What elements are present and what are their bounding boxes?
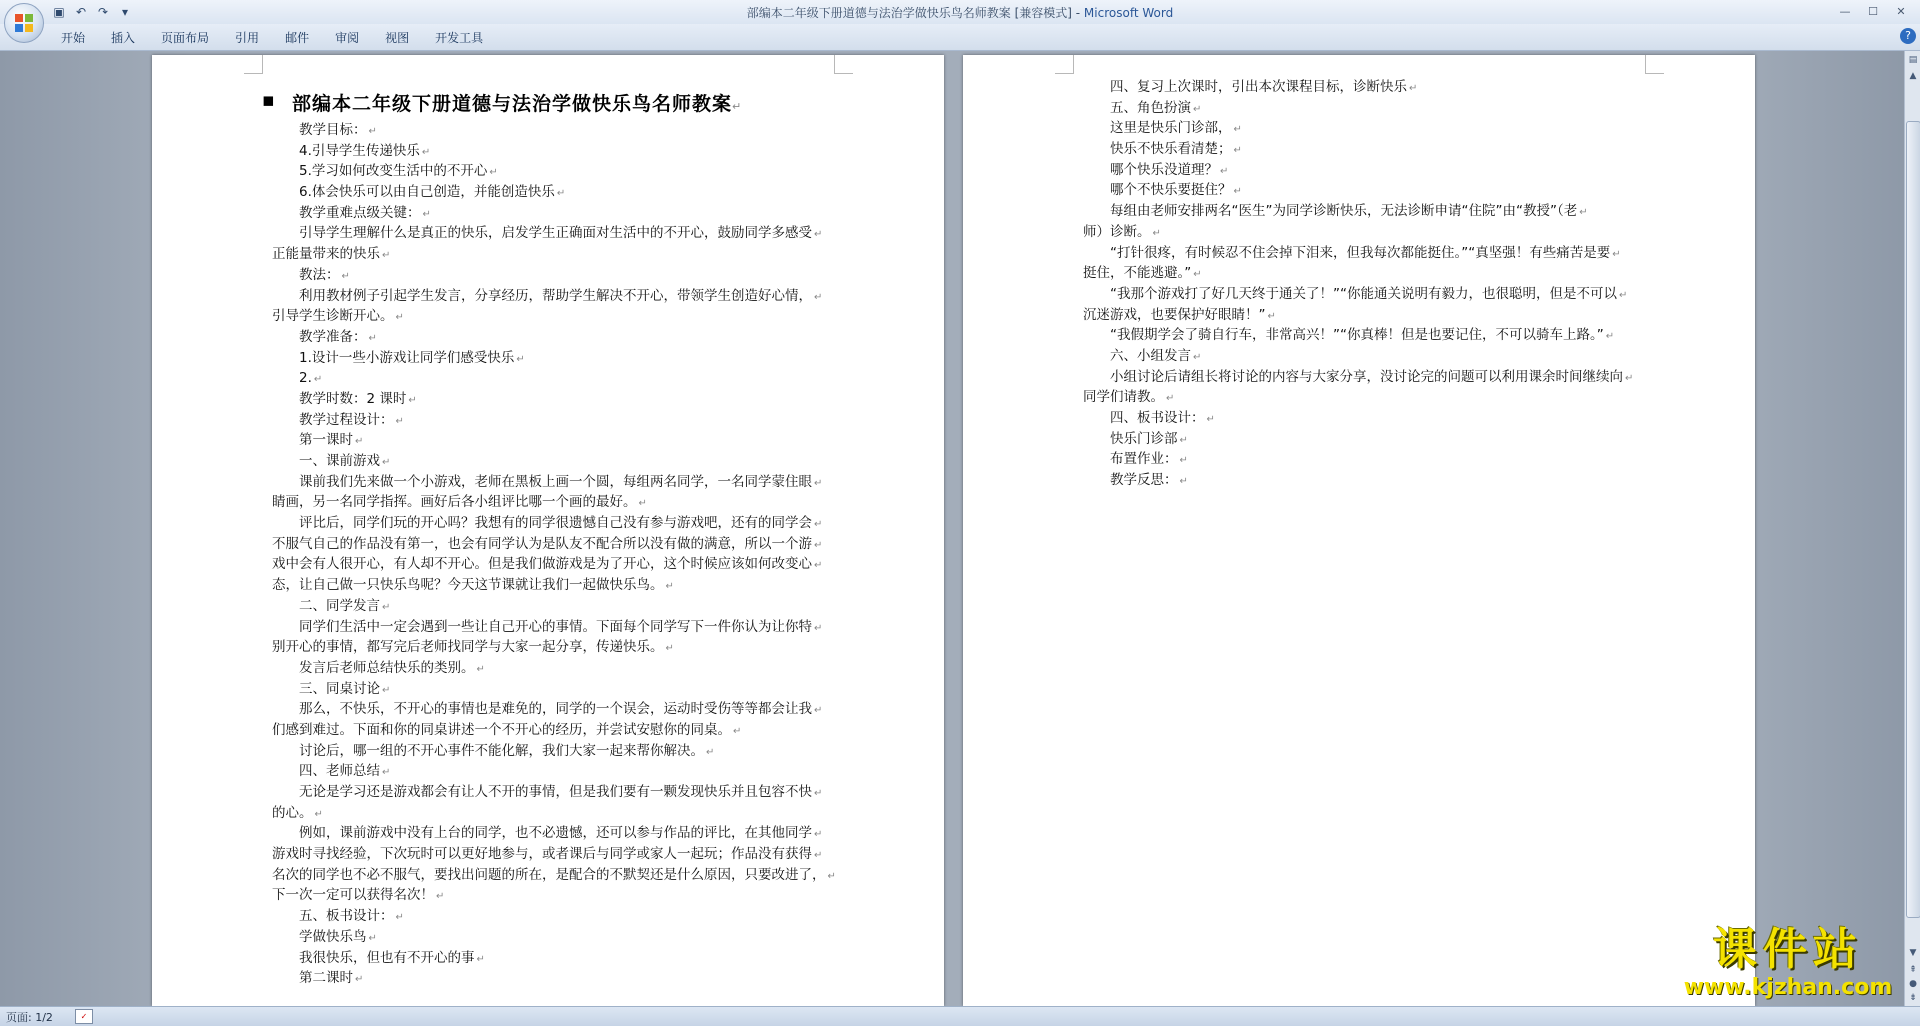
line-text: 四、复习上次课时，引出本次课程目标，诊断快乐 [1110,79,1407,95]
line-text: 我很快乐，但也有不开心的事 [299,949,475,966]
undo-icon[interactable]: ↶ [75,5,87,19]
paragraph-line [1083,408,1638,429]
paragraph-mark-icon: ↵ [368,126,377,137]
paragraph-line [1083,222,1638,243]
paragraph-line [272,948,827,969]
line-text: 哪个不快乐要挺住？ [1110,182,1232,199]
line-text: 同学们生活中一定会遇到一些让自己开心的事情。下面每个同学写下一件你认为让你特 [299,618,812,635]
window-title: 部编本二年级下册道德与法治学做快乐鸟名师教案 [兼容模式] - Microsoft Word [746,6,1174,20]
paragraph-mark-icon: ↵ [476,953,485,965]
line-text: 五、角色扮演 [1110,99,1191,116]
title-bullet: ▪ [262,89,275,111]
paragraph-mark-icon: ↵ [814,829,823,841]
paragraph-line [272,803,827,824]
paragraph-mark-icon: ↵ [814,705,823,717]
paragraph-line [272,575,827,596]
paragraph-mark-icon: ↵ [1220,165,1229,177]
ribbon-tab[interactable]: 邮件 [285,31,310,45]
paragraph-line [1083,305,1638,326]
paragraph-mark-icon: ↵ [382,684,391,696]
paragraph-mark-icon: ↵ [395,415,404,427]
paragraph-line [272,223,827,244]
document-title: 部编本二年级下册道德与法治学做快乐鸟名师教案↵ [292,93,743,115]
line-text: 利用教材例子引起学生发言，分享经历，帮助学生解决不开心，带领学生创造好心情， [299,287,812,304]
line-text: 例如，课前游戏中没有上台的同学，也不必遗憾，还可以参与作品的评比，在其他同学 [299,825,812,842]
paragraph-line [272,161,827,182]
paragraph-line [272,306,827,327]
paragraph-mark-icon: ↵ [1179,476,1188,488]
ruler-toggle-icon[interactable]: ▤ [1908,55,1918,65]
line-text: 二、同学发言 [299,597,380,614]
paragraph-mark-icon: ↵ [827,870,836,882]
paragraph-mark-icon: ↵ [1618,289,1628,301]
paragraph-line [272,472,827,493]
proofing-icon[interactable]: ✓ [75,1009,93,1024]
line-text: 沉迷游戏，也要保护好眼睛！” [1083,306,1266,323]
paragraph-line [272,823,827,844]
paragraph-mark-icon: ↵ [408,394,417,406]
paragraph-line [272,865,836,886]
page-indicator[interactable]: 页面: 1/2 [6,1011,53,1024]
paragraph-line [272,120,827,141]
paragraph-line [272,451,827,472]
line-text: 三、同桌讨论 [299,680,380,697]
ribbon-tab[interactable]: 引用 [235,31,260,45]
paragraph-line [272,410,827,431]
margin-corner-mark [834,55,853,74]
paragraph-line [272,327,827,348]
ribbon-tab[interactable]: 审阅 [335,31,360,45]
line-text: 教学重难点级关键： [299,204,421,221]
paragraph-mark-icon: ↵ [814,788,823,799]
line-text: 4.引导学生传递快乐 [299,142,420,159]
paragraph-mark-icon: ↵ [476,663,485,675]
paragraph-line [272,430,827,451]
paragraph-line [272,182,827,203]
line-text: 同学们请教。 [1083,389,1164,406]
document-page-1[interactable] [152,55,944,1006]
maximize-icon[interactable]: ☐ [1868,4,1878,18]
paragraph-line [1083,346,1638,367]
paragraph-line [1083,243,1638,264]
line-text: 态，让自己做一只快乐鸟呢？今天这节课就让我们一起做快乐鸟。 [272,577,664,594]
qat-dropdown-icon[interactable]: ▾ [121,5,129,19]
paragraph-line [1083,77,1638,98]
paragraph-line [272,844,827,865]
paragraph-line [272,596,827,617]
line-text: 课前我们先来做一个小游戏，老师在黑板上画一个圆，每组两名同学，一名同学蒙住眼 [299,473,812,490]
paragraph-line [272,699,827,720]
paragraph-mark-icon: ↵ [355,436,364,448]
paragraph-mark-icon: ↵ [1179,455,1188,467]
paragraph-mark-icon: ↵ [382,601,391,613]
paragraph-line [1083,470,1638,491]
paragraph-mark-icon: ↵ [814,477,823,489]
paragraph-line [1083,367,1638,388]
paragraph-line [272,265,827,286]
line-text: 们感到难过。下面和你的同桌讲述一个不开心的经历，并尝试安慰你的同桌。 [272,721,731,738]
line-text: 下一次一定可以获得名次！ [272,887,434,904]
paragraph-line [272,968,827,989]
line-text: 第二课时 [299,970,353,987]
line-text: 那么，不快乐，不开心的事情也是难免的，同学的一个误会，运动时受伤等等都会让我 [299,701,812,718]
line-text: 引导学生诊断开心。 [272,308,394,325]
ribbon-tab[interactable]: 开始 [61,31,86,45]
status-bar [0,1006,1920,1026]
paragraph-line [272,286,827,307]
scrollbar-thumb[interactable] [1906,121,1920,918]
paragraph-line [1083,449,1638,470]
paragraph-line [1083,139,1638,160]
paragraph-mark-icon: ↵ [1233,186,1242,198]
line-text: 教学目标： [299,122,367,138]
paragraph-mark-icon: ↵ [1625,372,1634,384]
line-text: 学做快乐鸟 [299,928,367,945]
minimize-icon[interactable]: — [1839,4,1851,18]
watermark-title: 课件站 [1713,924,1863,975]
scroll-down-icon[interactable]: ▼ [1909,948,1917,958]
paragraph-mark-icon: ↵ [313,374,323,386]
paragraph-mark-icon: ↵ [368,932,377,944]
paragraph-line [1083,387,1638,408]
line-text: 这里是快乐门诊部， [1110,120,1232,137]
paragraph-mark-icon: ↵ [814,519,823,531]
line-text: 哪个快乐没道理？ [1110,161,1218,178]
paragraph-line [1083,263,1638,284]
line-text: 无论是学习还是游戏都会有让人不开的事情，但是我们要有一颗发现快乐并且包容不快 [299,784,812,800]
paragraph-mark-icon: ↵ [516,353,525,365]
line-text: 挺住，不能逃避。” [1083,265,1192,282]
paragraph-line [272,761,827,782]
paragraph-mark-icon: ↵ [382,457,391,468]
paragraph-mark-icon: ↵ [1267,310,1276,322]
line-text: 评比后，同学们玩的开心吗？我想有的同学很遗憾自己没有参与游戏吧，还有的同学会 [299,515,812,532]
line-text: “打针很疼，有时候忍不住会掉下泪来，但我每次都能挺住。”“真坚强！有些痛苦是要 [1110,244,1611,261]
paragraph-mark-icon: ↵ [1179,434,1188,446]
next-page-icon[interactable]: ⇟ [1909,993,1917,1003]
paragraph-line [272,885,827,906]
line-text: 教学过程设计： [299,411,394,428]
line-text: 六、小组发言 [1110,347,1191,364]
document-workspace[interactable] [0,51,1904,1006]
paragraph-line [272,782,827,803]
paragraph-line [272,741,827,762]
paragraph-line [272,348,827,369]
paragraph-mark-icon: ↵ [421,146,431,158]
paragraph-mark-icon: ↵ [1206,414,1215,425]
line-text: 6.体会快乐可以由自己创造，并能创造快乐 [299,184,555,201]
title-bar [0,0,1920,25]
paragraph-mark-icon: ↵ [1233,145,1242,157]
paragraph-mark-icon: ↵ [422,208,431,220]
paragraph-mark-icon: ↵ [1166,393,1175,405]
line-text: 四、板书设计： [1110,410,1205,426]
paragraph-mark-icon: ↵ [395,312,404,324]
paragraph-mark-icon: ↵ [814,850,823,862]
previous-page-icon[interactable]: ⇞ [1909,965,1917,975]
line-text: 1.设计一些小游戏让同学们感受快乐 [299,349,515,366]
watermark [1668,924,1908,1000]
paragraph-mark-icon: ↵ [1605,331,1615,343]
paragraph-line [1083,160,1638,181]
paragraph-line [272,554,827,575]
page-2-body [1083,77,1638,491]
line-text: 小组讨论后请组长将讨论的内容与大家分享，没讨论完的问题可以利用课余时间继续向 [1110,368,1623,385]
line-text: 快乐门诊部 [1110,430,1178,447]
paragraph-mark-icon: ↵ [1193,351,1202,363]
office-button[interactable] [4,3,44,43]
line-text: 每组由老师安排两名“医生”为同学诊断快乐，无法诊断申请“住院”由“教授”（老 [1110,203,1578,220]
line-text: 师）诊断。 [1083,223,1151,240]
paragraph-line [272,513,827,534]
paragraph-line [272,203,827,224]
line-text: 游戏时寻找经验，下次玩时可以更好地参与，或者课后与同学或家人一起玩；作品没有获得 [272,846,812,863]
margin-corner-mark [1645,55,1664,74]
redo-icon[interactable]: ↷ [97,5,109,19]
line-text: 不服气自己的作品没有第一，也会有同学认为是队友不配合所以没有做的满意，所以一个游 [272,535,812,552]
paragraph-line [272,492,827,513]
office-logo-icon [14,13,34,33]
paragraph-mark-icon: ↵ [665,581,674,593]
line-text: 5.学习如何改变生活中的不开心 [299,163,488,180]
paragraph-line [272,720,827,741]
line-text: 教法： [299,266,340,283]
line-text: 讨论后，哪一组的不开心事件不能化解，我们大家一起来帮你解决。 [299,742,704,759]
paragraph-line [272,637,827,658]
paragraph-mark-icon: ↵ [341,270,350,282]
line-text: 正能量带来的快乐 [272,246,380,263]
document-page-2[interactable] [963,55,1755,1006]
line-text: 教学时数：2 课时 [299,390,407,407]
paragraph-mark-icon: ↵ [706,746,715,758]
paragraph-mark-icon: ↵ [665,643,674,655]
line-text: 名次的同学也不必不服气，要找出问题的所在，是配合的不默契还是什么原因，只要改进了， [272,866,826,883]
line-text: 戏中会有人很开心，有人却不开心。但是我们做游戏是为了开心，这个时候应该如何改变心 [272,556,812,573]
paragraph-line [272,244,827,265]
paragraph-line [272,617,827,638]
vertical-scrollbar[interactable] [1904,51,1920,1006]
line-text: “我假期学会了骑自行车，非常高兴！”“你真棒！但是也要记住，不可以骑车上路。” [1110,327,1604,344]
paragraph-mark-icon: ↵ [395,912,404,924]
paragraph-line [1083,180,1638,201]
paragraph-mark-icon: ↵ [1612,248,1621,260]
paragraph-line [272,534,827,555]
line-text: 一、课前游戏 [299,453,380,469]
line-text: 五、板书设计： [299,908,394,925]
margin-corner-mark [244,55,263,74]
line-text: 布置作业： [1110,451,1178,468]
paragraph-mark-icon: ↵ [1193,269,1202,281]
line-text: 引导学生理解什么是真正的快乐，启发学生正确面对生活中的不开心，鼓励同学多感受 [299,225,812,242]
ribbon-tab[interactable]: 视图 [385,31,410,45]
paragraph-mark-icon: ↵ [556,188,566,200]
help-icon[interactable]: ? [1900,28,1916,44]
ribbon-tab[interactable]: 开发工具 [435,31,484,45]
paragraph-mark-icon: ↵ [368,332,377,344]
ribbon-tabs [48,29,496,47]
paragraph-mark-icon: ↵ [814,229,823,241]
paragraph-line [1083,325,1638,346]
paragraph-mark-icon: ↵ [1409,83,1418,94]
paragraph-mark-icon: ↵ [1193,103,1202,115]
paragraph-line [1083,284,1638,305]
line-text: 教学反思： [1110,472,1178,489]
paragraph-line [272,389,827,410]
line-text: 快乐不快乐看清楚； [1110,141,1232,158]
line-text: “我那个游戏打了好几天终于通关了！”“你能通关说明有毅力，也很聪明，但是不可以 [1110,285,1617,302]
paragraph-mark-icon: ↵ [733,725,742,737]
paragraph-line [272,906,827,927]
paragraph-line [1083,98,1638,119]
page-1-body [272,120,836,989]
ribbon-tab[interactable]: 插入 [111,31,136,45]
paragraph-mark-icon: ↵ [814,560,823,572]
paragraph-mark-icon: ↵ [1233,124,1242,136]
ribbon [0,24,1920,51]
select-browse-object-icon[interactable]: ● [1909,979,1917,989]
paragraph-mark-icon: ↵ [1152,227,1161,239]
line-text: 别开心的事情，都写完后老师找同学与大家一起分享，传递快乐。 [272,639,664,656]
watermark-url: www.kjzhan.com [1683,975,1893,1000]
line-text: 睛画，另一名同学指挥。画好后各小组评比哪一个画的最好。 [272,494,637,511]
paragraph-mark-icon: ↵ [382,767,391,779]
paragraph-mark-icon: ↵ [814,622,823,634]
paragraph-mark-icon: ↵ [355,974,364,986]
paragraph-mark-icon: ↵ [814,539,823,551]
paragraph-mark-icon: ↵ [814,291,823,303]
paragraph-mark-icon: ↵ [638,498,647,510]
paragraph-mark-icon: ↵ [382,250,391,262]
paragraph-mark-icon: ↵ [1579,207,1588,219]
paragraph-mark-icon: ↵ [489,167,498,179]
line-text: 发言后老师总结快乐的类别。 [299,659,475,676]
paragraph-line [1083,118,1638,139]
paragraph-mark-icon: ↵ [436,891,445,903]
save-icon[interactable]: ▣ [53,5,65,19]
margin-corner-mark [1055,55,1074,74]
paragraph-line [1083,201,1638,222]
paragraph-mark-icon: ↵ [314,808,323,820]
paragraph-line [1083,429,1638,450]
ribbon-tab[interactable]: 页面布局 [161,31,210,45]
paragraph-line [272,679,827,700]
line-text: 的心。 [272,804,313,821]
paragraph-line [272,927,827,948]
line-text: 四、老师总结 [299,763,380,780]
line-text: 2. [299,370,312,387]
line-text: 第一课时 [299,432,353,449]
paragraph-line [272,658,827,679]
close-icon[interactable]: ✕ [1896,4,1906,18]
window-controls [1832,2,1914,20]
scroll-up-icon[interactable]: ▲ [1909,71,1917,81]
line-text: 教学准备： [299,328,367,345]
paragraph-line [272,141,827,162]
paragraph-line [272,368,827,389]
